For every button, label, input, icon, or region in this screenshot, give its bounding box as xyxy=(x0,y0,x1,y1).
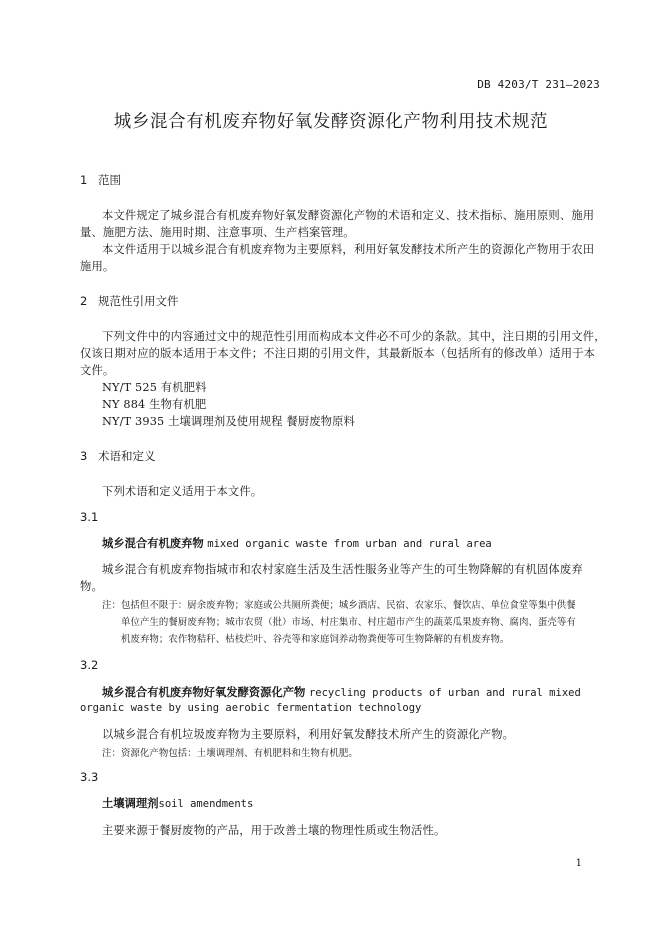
reference-item: NY/T 525 有机肥料 xyxy=(102,381,207,394)
note-label: 注： xyxy=(102,748,121,759)
paragraph-line: 文件。 xyxy=(80,364,115,377)
paragraph-line: 下列术语和定义适用于本文件。 xyxy=(102,485,263,498)
section-title: 范围 xyxy=(98,173,121,187)
note-text: 包括但不限于：厨余废弃物；家庭或公共厕所粪便；城乡酒店、民宿、农家乐、餐饮店、单位食堂等集中供餐 xyxy=(120,600,576,611)
section-number: 3 xyxy=(80,449,88,463)
term-heading xyxy=(102,684,581,700)
definition-line: 以城乡混合有机垃圾废弃物为主要原料，利用好氧发酵技术所产生的资源化产物。 xyxy=(102,728,515,741)
paragraph-line: 量、施肥方法、施用时期、注意事项、生产档案管理。 xyxy=(80,226,355,239)
term-chinese: 城乡混合有机废弃物 xyxy=(102,537,204,550)
term-english: organic waste by using aerobic fermentation technology xyxy=(80,702,422,714)
document-code: DB 4203/T 231—2023 xyxy=(477,78,600,91)
term-note xyxy=(102,597,576,611)
term-note xyxy=(102,745,358,759)
term-heading xyxy=(102,795,253,811)
section-3-heading xyxy=(80,448,156,464)
section-number: 2 xyxy=(80,294,88,308)
definition-line: 物。 xyxy=(80,580,103,593)
paragraph-line: 下列文件中的内容通过文中的规范性引用而构成本文件必不可少的条款。其中，注日期的引用文件， xyxy=(102,330,606,343)
reference-item: NY/T 3935 土壤调理剂及使用规程 餐厨废物原料 xyxy=(102,415,356,428)
term-number: 3.2 xyxy=(80,658,99,672)
reference-item: NY 884 生物有机肥 xyxy=(102,398,207,411)
paragraph-line: 本文件规定了城乡混合有机废弃物好氧发酵资源化产物的术语和定义、技术指标、施用原则、施用 xyxy=(102,209,595,222)
definition-line: 城乡混合有机废弃物指城市和农村家庭生活及生活性服务业等产生的可生物降解的有机固体废弃 xyxy=(102,563,583,576)
term-english: mixed organic waste from urban and rural area xyxy=(207,538,492,550)
term-number: 3.1 xyxy=(80,510,99,524)
paragraph-line: 仅该日期对应的版本适用于本文件；不注日期的引用文件，其最新版本（包括所有的修改单）适用于本 xyxy=(80,347,596,360)
term-heading xyxy=(102,535,492,551)
term-number: 3.3 xyxy=(80,770,99,784)
paragraph-line: 本文件适用于以城乡混合有机废弃物为主要原料，利用好氧发酵技术所产生的资源化产物用于农田 xyxy=(102,243,595,256)
term-english-continued xyxy=(80,701,421,714)
term-english: soil amendments xyxy=(158,798,254,810)
section-title: 规范性引用文件 xyxy=(98,294,179,308)
page-number: 1 xyxy=(575,858,582,869)
definition-line: 主要来源于餐厨废物的产品，用于改善土壤的物理性质或生物活性。 xyxy=(102,824,446,837)
document-title: 城乡混合有机废弃物好氧发酵资源化产物利用技术规范 xyxy=(113,112,549,132)
section-number: 1 xyxy=(80,173,88,187)
section-title: 术语和定义 xyxy=(98,449,156,463)
paragraph-line: 施用。 xyxy=(80,260,115,273)
note-text: 资源化产物包括：土壤调理剂、有机肥料和生物有机肥。 xyxy=(120,748,358,759)
term-chinese: 城乡混合有机废弃物好氧发酵资源化产物 xyxy=(102,686,306,699)
note-label: 注： xyxy=(102,600,121,611)
section-1-heading xyxy=(80,172,121,188)
section-2-heading xyxy=(80,293,179,309)
note-line: 机废弃物；农作物秸秆、枯枝烂叶、谷壳等和家庭饲养动物粪便等可生物降解的有机废弃物。 xyxy=(121,634,510,645)
term-english: recycling products of urban and rural mixed xyxy=(308,687,581,699)
note-line: 单位产生的餐厨废弃物；城市农贸（批）市场、村庄集市、村庄超市产生的蔬菜瓜果废弃物、腐肉、蛋壳等有 xyxy=(121,617,576,628)
term-chinese: 土壤调理剂 xyxy=(102,797,159,810)
